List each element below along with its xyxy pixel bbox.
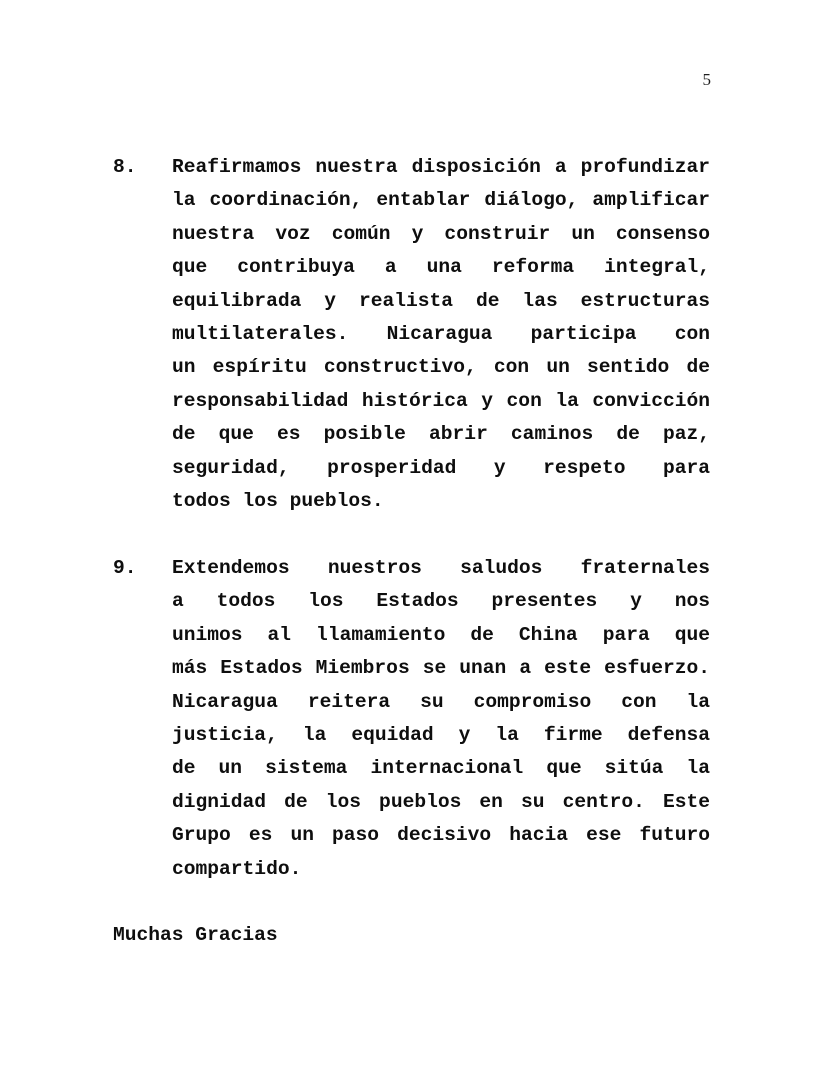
page-number: 5 xyxy=(702,70,711,89)
text-line: justicia, la equidad y la firme defensa xyxy=(172,723,710,746)
text-line: unimos al llamamiento de China para que xyxy=(172,623,710,646)
paragraph-9-body xyxy=(172,552,710,886)
text-line: Nicaragua reitera su compromiso con la xyxy=(172,690,710,713)
paragraph-8-number: 8. xyxy=(113,156,137,178)
text-line: equilibrada y realista de las estructuras xyxy=(172,289,710,312)
text-line: que contribuya a una reforma integral, xyxy=(172,256,710,279)
text-line: compartido. xyxy=(172,857,302,880)
text-line: responsabilidad histórica y con la convicción xyxy=(172,389,710,412)
text-line: multilaterales. Nicaragua participa con xyxy=(172,322,710,345)
text-line: nuestra voz común y construir un consenso xyxy=(172,222,710,245)
paragraph-8-body xyxy=(172,151,710,518)
text-line: dignidad de los pueblos en su centro. Este xyxy=(172,790,710,813)
text-line: Grupo es un paso decisivo hacia ese futuro xyxy=(172,824,710,847)
text-line: la coordinación, entablar diálogo, amplificar xyxy=(172,189,710,212)
text-line: Extendemos nuestros saludos fraternales xyxy=(172,557,710,579)
text-line: seguridad, prosperidad y respeto para xyxy=(172,456,710,479)
text-line: todos los pueblos. xyxy=(172,489,384,512)
text-line: Reafirmamos nuestra disposición a profundizar xyxy=(172,156,710,178)
text-line: más Estados Miembros se unan a este esfuerzo. xyxy=(172,657,710,680)
paragraph-8 xyxy=(113,151,710,518)
text-line: de un sistema internacional que sitúa la xyxy=(172,757,710,780)
text-line: a todos los Estados presentes y nos xyxy=(172,590,710,613)
text-line: un espíritu constructivo, con un sentido de xyxy=(172,356,710,379)
paragraph-9-number: 9. xyxy=(113,557,137,579)
paragraph-9 xyxy=(113,552,710,886)
text-line: de que es posible abrir caminos de paz, xyxy=(172,423,710,446)
closing-text: Muchas Gracias xyxy=(113,924,278,946)
